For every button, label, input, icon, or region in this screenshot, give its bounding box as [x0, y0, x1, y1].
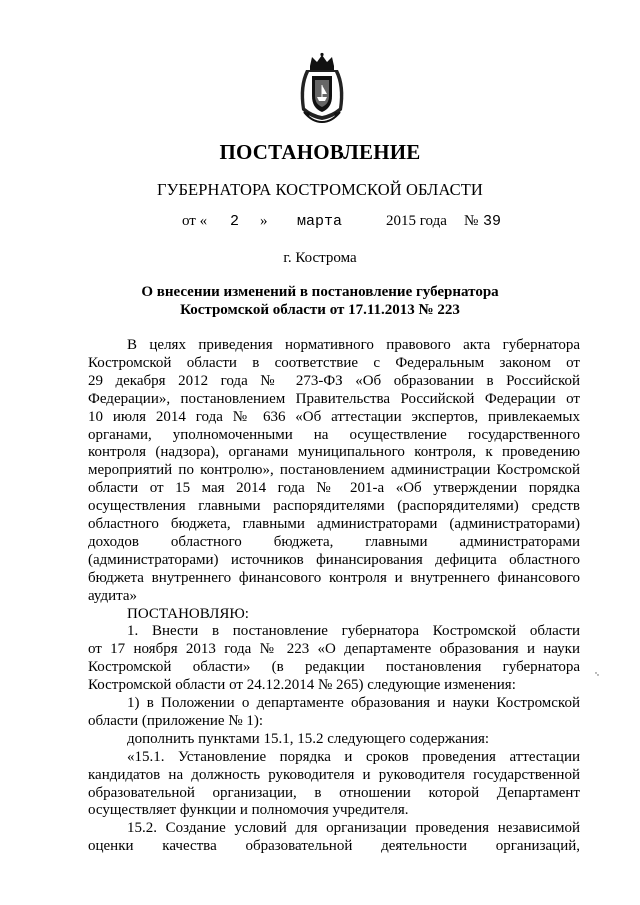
body-line: от 17 ноября 2013 года № 223 «О департаменте образования и науки	[88, 641, 580, 658]
body-line: органами, уполномоченными на осуществление государственного	[88, 426, 580, 443]
body-line: «15.1. Установление порядка и сроков проведения аттестации	[127, 748, 580, 765]
date-day: 2	[230, 213, 240, 230]
heading-line: О внесении изменений в постановление губернатора	[141, 284, 499, 300]
document-heading	[0, 283, 640, 319]
body-line: контроля (надзора), органами муниципального контроля, к проведению	[88, 444, 580, 461]
body-line: области (приложение № 1):	[88, 712, 264, 729]
document-number: 39	[483, 213, 502, 230]
body-line: доходов областного бюджета, главными администраторами	[88, 533, 580, 550]
body-line: 29 декабря 2012 года № 273-ФЗ «Об образовании в Российской	[88, 372, 580, 389]
body-line: 10 июля 2014 года № 636 «Об аттестации экспертов, привлекаемых	[88, 408, 580, 425]
date-month: марта	[297, 213, 343, 230]
body-line: аудита»	[88, 587, 138, 604]
document-type-title: ПОСТАНОВЛЕНИЕ	[219, 140, 421, 164]
body-line: области от 15 мая 2014 года № 201-а «Об утверждении порядка	[88, 480, 580, 497]
body-line: мероприятий по контролю», постановлением администрации Костромской	[88, 462, 580, 479]
body-line: Костромской области» (в редакции постановления губернатора	[88, 659, 580, 676]
coat-of-arms-icon	[292, 52, 352, 124]
body-line: оценки качества образовательной деятельности организаций,	[88, 838, 580, 855]
body-line: 1. Внести в постановление губернатора Костромской области	[127, 623, 580, 640]
body-line: образовательной организации, в отношении которой Департамент	[88, 784, 580, 801]
date-day-close: »	[260, 213, 268, 229]
scan-speck	[595, 672, 599, 676]
body-line: осуществления главными распорядителями (распорядителями) средств	[88, 498, 580, 515]
number-prefix: №	[464, 213, 479, 229]
body-line: областного бюджета, главными администраторами (администраторами)	[88, 516, 580, 532]
date-prefix: от «	[182, 213, 208, 229]
heading-line: Костромской области от 17.11.2013 № 223	[180, 302, 460, 318]
body-line: В целях приведения нормативного правового акта губернатора	[127, 337, 580, 353]
date-year: 2015 года	[386, 213, 447, 229]
body-line: 1) в Положении о департаменте образования и науки Костромской	[127, 695, 580, 711]
body-line: Федерации», постановлением Правительства Российской Федерации от	[88, 390, 580, 407]
body-line: дополнить пунктами 15.1, 15.2 следующего содержания:	[127, 730, 490, 747]
body-line: осуществляет функции и полномочия учредителя.	[88, 802, 409, 819]
date-number-line	[0, 213, 640, 233]
body-line: 15.2. Создание условий для организации проведения независимой	[127, 820, 580, 837]
body-line: кандидатов на должность руководителя и руководителя государственной	[88, 766, 580, 783]
decree-word: ПОСТАНОВЛЯЮ:	[127, 605, 249, 622]
issuer-title: ГУБЕРНАТОРА КОСТРОМСКОЙ ОБЛАСТИ	[157, 180, 483, 199]
body-line: (администраторами) источников финансирования дефицита областного	[88, 551, 580, 568]
city-line: г. Кострома	[283, 250, 357, 266]
body-line: Костромской области в соответствие с Федеральным законом от	[88, 354, 580, 371]
body-line: Костромской области от 24.12.2014 № 265) следующие изменения:	[88, 677, 516, 694]
body-line: бюджета внутреннего финансового контроля и внутреннего финансового	[88, 569, 580, 586]
